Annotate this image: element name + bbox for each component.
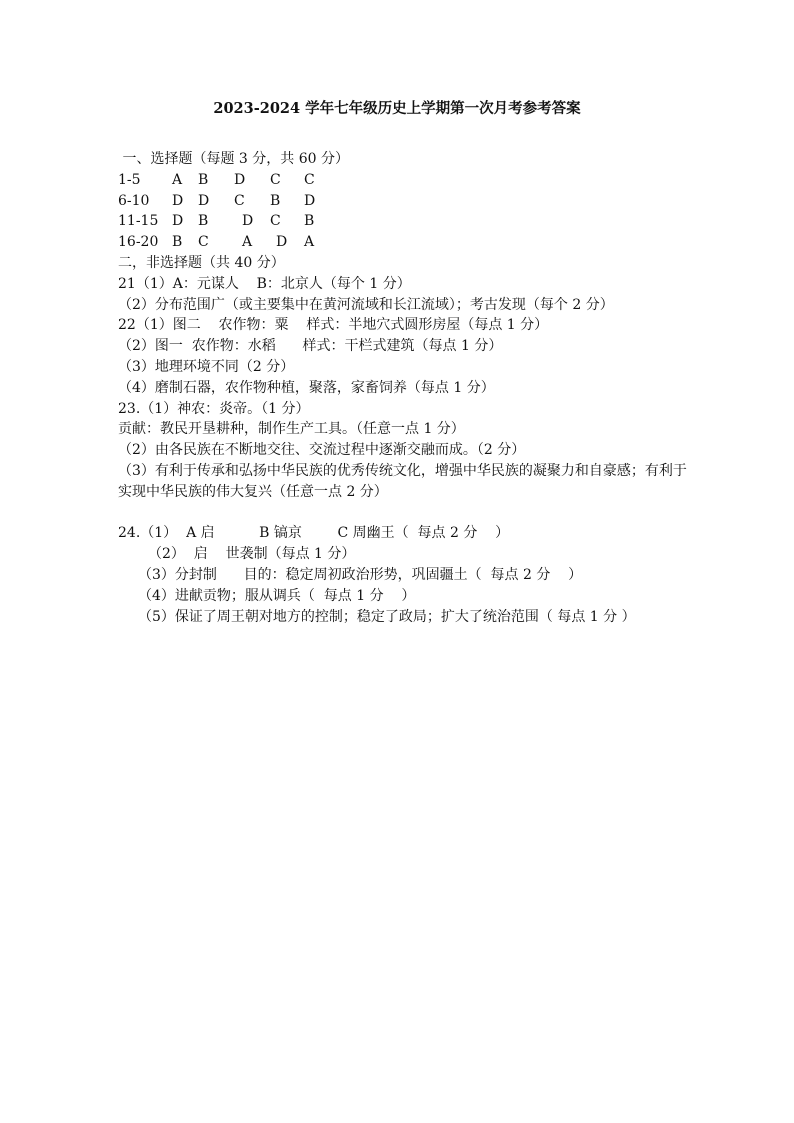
q23-line: 贡献：教民开垦耕种，制作生产工具。（任意一点 1 分） bbox=[118, 421, 465, 438]
mc-range: 1-5 bbox=[118, 171, 141, 188]
q21-line: 21（1）A：元谋人 B：北京人（每个 1 分） bbox=[118, 275, 411, 292]
mc-answer: D bbox=[276, 234, 288, 251]
mc-answer: D bbox=[234, 171, 246, 188]
q24-line: 24.（1） A 启 B 镐京 C 周幽王（ 每点 2 分 ） bbox=[118, 525, 510, 542]
mc-answer: C bbox=[270, 171, 281, 188]
q24-line: （2） 启 世袭制（每点 1 分） bbox=[148, 546, 356, 563]
q22-line: （3）地理环境不同（2 分） bbox=[118, 358, 295, 375]
q23-line: 23.（1）神农：炎帝。（1 分） bbox=[118, 400, 310, 417]
mc-answer: D bbox=[304, 192, 316, 209]
section2-heading: 二，非选择题（共 40 分） bbox=[118, 254, 285, 271]
q24-line: （4）进献贡物；服从调兵（ 每点 1 分 ） bbox=[138, 587, 416, 604]
mc-answer: B bbox=[304, 213, 315, 230]
mc-answer: B bbox=[270, 192, 281, 209]
mc-answer: C bbox=[234, 192, 245, 209]
mc-range: 6-10 bbox=[118, 192, 150, 209]
mc-answer: D bbox=[172, 192, 184, 209]
mc-answer: D bbox=[242, 213, 254, 230]
mc-row bbox=[118, 211, 688, 232]
mc-answer: C bbox=[270, 213, 281, 230]
q24-line: （3）分封制 目的：稳定周初政治形势，巩固疆土（ 每点 2 分 ） bbox=[138, 566, 583, 583]
mc-answer: A bbox=[242, 234, 253, 251]
mc-row bbox=[118, 191, 688, 212]
mc-answer: A bbox=[304, 234, 315, 251]
mc-answer: C bbox=[198, 234, 209, 251]
mc-row bbox=[118, 170, 688, 191]
mc-answer: A bbox=[172, 171, 183, 188]
mc-answer: C bbox=[304, 171, 315, 188]
q22-line: 22（1）图二 农作物：粟 样式：半地穴式圆形房屋（每点 1 分） bbox=[118, 317, 549, 334]
q24-line: （5）保证了周王朝对地方的控制；稳定了政局；扩大了统治范围（ 每点 1 分 ） bbox=[138, 608, 636, 625]
mc-answer: B bbox=[172, 234, 183, 251]
q22-line: （4）磨制石器，农作物种植，聚落，家畜饲养（每点 1 分） bbox=[118, 379, 495, 396]
mc-range: 11-15 bbox=[118, 213, 159, 230]
page-title: 2023-2024 学年七年级历史上学期第一次月考参考答案 bbox=[213, 100, 581, 117]
q22-line: （2）图一 农作物：水稻 样式：干栏式建筑（每点 1 分） bbox=[118, 338, 503, 355]
answer-content bbox=[118, 149, 688, 627]
spacer bbox=[118, 503, 688, 524]
mc-answer: D bbox=[172, 213, 184, 230]
section1-heading: 一、选择题（每题 3 分，共 60 分） bbox=[118, 151, 349, 167]
mc-row bbox=[118, 232, 688, 253]
mc-range: 16-20 bbox=[118, 234, 159, 251]
q23-line: （2）由各民族在不断地交往、交流过程中逐渐交融而成。（2 分） bbox=[118, 442, 526, 459]
mc-answer: D bbox=[198, 192, 210, 209]
mc-answer: B bbox=[198, 213, 209, 230]
mc-answer: B bbox=[198, 171, 209, 188]
q23-line: （3）有利于传承和弘扬中华民族的优秀传统文化，增强中华民族的凝聚力和自豪感；有利于实现中华民族的伟大复兴（任意一点 2 分） bbox=[118, 462, 687, 500]
q21-line: （2）分布范围广（或主要集中在黄河流域和长江流域）；考古发现（每个 2 分） bbox=[118, 296, 614, 313]
